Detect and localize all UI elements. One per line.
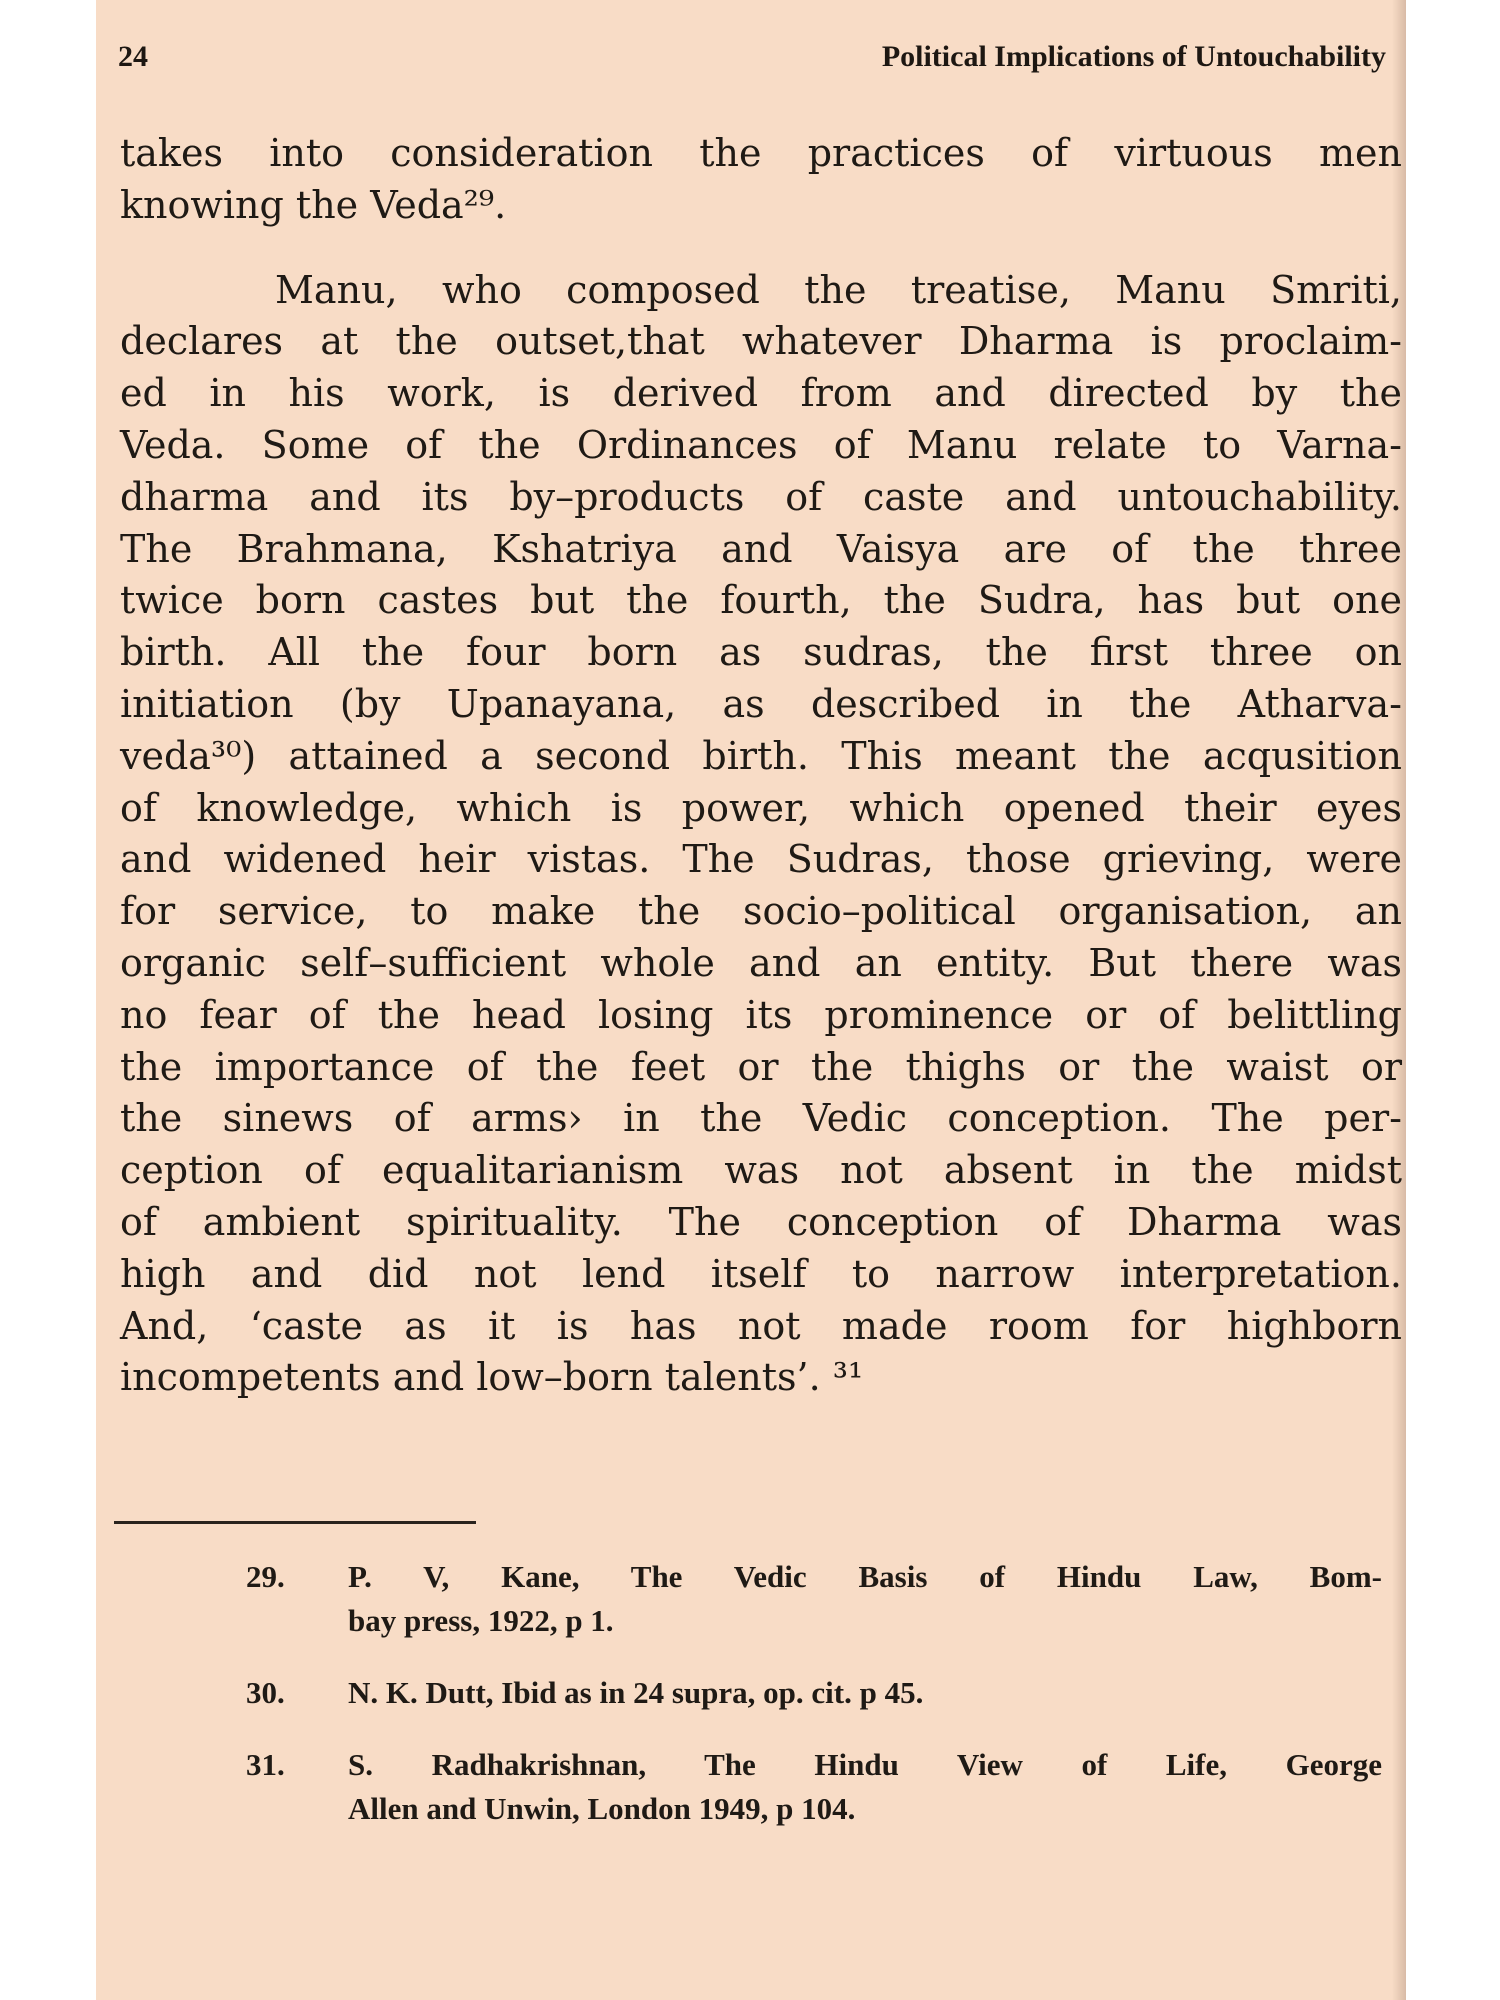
footnote-text: Allen and Unwin, London 1949, p 104.: [348, 1791, 856, 1826]
text-line: dharma and its by–products of caste and untouchability.: [120, 474, 1402, 519]
text-line: ception of equalitarianism was not absent in the midst: [120, 1148, 1402, 1193]
text-line: initiation (by Upanayana, as described in the Atharva-: [120, 681, 1402, 726]
paragraph-gap: [120, 232, 1402, 265]
text-line: knowing the Veda²⁹.: [120, 182, 507, 227]
text-line: no fear of the head losing its prominence or of belittling: [120, 992, 1402, 1037]
footnote-text: bay press, 1922, p 1.: [348, 1603, 614, 1638]
text-line: birth. All the four born as sudras, the first three on: [120, 630, 1402, 675]
text-line: The Brahmana, Kshatriya and Vaisya are of the three: [120, 526, 1402, 571]
footnote-text: N. K. Dutt, Ibid as in 24 supra, op. cit. p 45.: [348, 1675, 924, 1710]
text-line: takes into consideration the practices of virtuous men: [120, 131, 1402, 175]
text-line: incompetents and low–born talents’. ³¹: [120, 1355, 864, 1400]
text-line: twice born castes but the fourth, the Sudra, has but one: [120, 578, 1402, 623]
text-line: declares at the outset,that whatever Dharma is proclaim-: [120, 319, 1402, 364]
text-line: and widened heir vistas. The Sudras, those grieving, were: [120, 837, 1402, 882]
text-line: high and did not lend itself to narrow interpretation.: [120, 1251, 1402, 1296]
page-header: [118, 40, 1386, 80]
text-line: of ambient spirituality. The conception of Dharma was: [120, 1199, 1402, 1244]
footnote-number: 29.: [246, 1559, 285, 1594]
text-line: And, ‘caste as it is has not made room for highborn: [120, 1303, 1402, 1348]
text-line: Manu, who composed the treatise, Manu Smriti,: [275, 267, 1402, 312]
text-line: veda³⁰) attained a second birth. This meant the acqusition: [120, 733, 1402, 778]
text-line: the sinews of arms› in the Vedic conception. The per-: [120, 1096, 1402, 1141]
footnotes: [246, 1555, 1382, 1831]
footnote-number: 31.: [246, 1747, 285, 1782]
text-line: ed in his work, is derived from and directed by the: [120, 371, 1402, 416]
footnote-number: 30.: [246, 1675, 285, 1710]
footnote-text: P. V, Kane, The Vedic Basis of Hindu Law, Bom-: [348, 1559, 1382, 1594]
running-title: Political Implications of Untouchability: [881, 40, 1386, 73]
footnote-31: [246, 1743, 1382, 1831]
footnote-divider: [114, 1521, 476, 1524]
footnote-text: S. Radhakrishnan, The Hindu View of Life, George: [348, 1747, 1382, 1782]
footnote-29: [246, 1555, 1382, 1643]
footnote-30: [246, 1671, 1382, 1715]
text-line: organic self–sufficient whole and an entity. But there was: [120, 940, 1402, 985]
text-line: Veda. Some of the Ordinances of Manu relate to Varna-: [120, 422, 1402, 467]
book-page: [96, 0, 1406, 2000]
body-text: [120, 128, 1402, 1404]
text-line: the importance of the feet or the thighs or the waist or: [120, 1044, 1402, 1089]
page-number: 24: [118, 40, 148, 73]
text-line: for service, to make the socio–political organisation, an: [120, 889, 1402, 934]
text-line: of knowledge, which is power, which opened their eyes: [120, 785, 1402, 830]
